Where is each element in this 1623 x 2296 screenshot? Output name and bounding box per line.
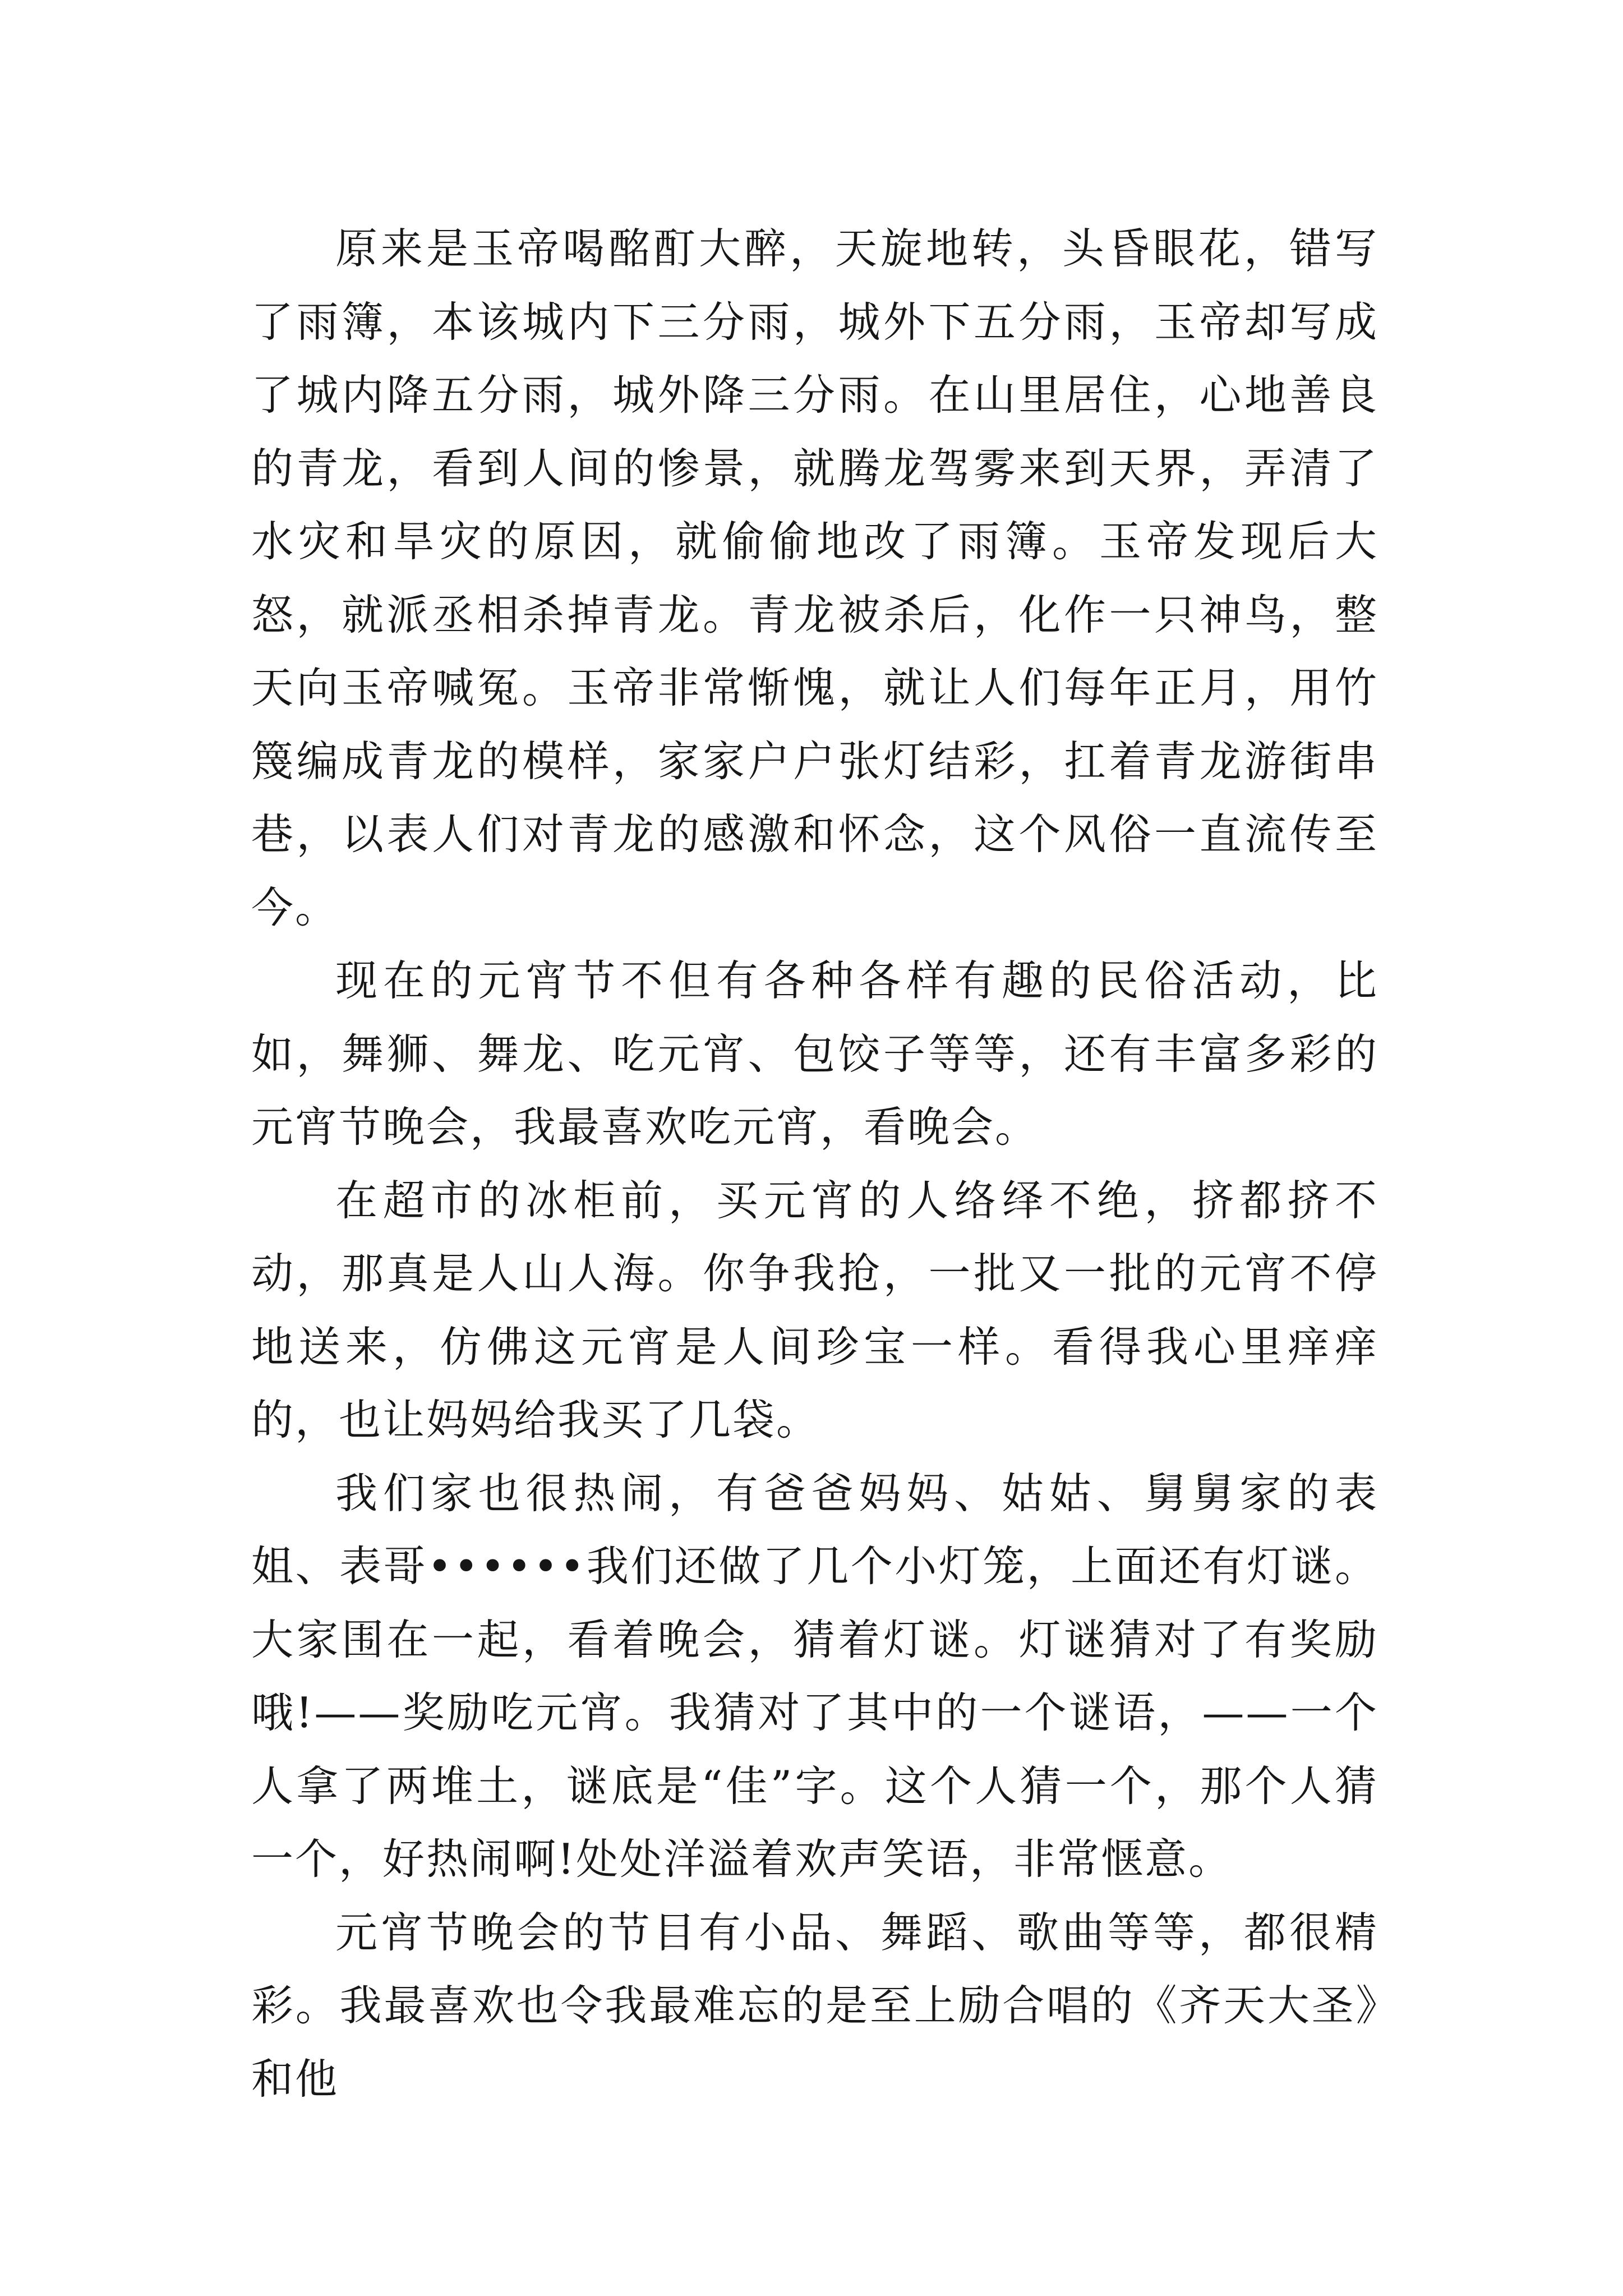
paragraph-festival-activities: 现在的元宵节不但有各种各样有趣的民俗活动，比如，舞狮、舞龙、吃元宵、包饺子等等，还有丰富多彩的元宵节晚会，我最喜欢吃元宵，看晚会。 <box>251 956 1378 1152</box>
document-body <box>251 212 1378 2115</box>
paragraph-supermarket: 在超市的冰柜前，买元宵的人络绎不绝，挤都挤不动，那真是人山人海。你争我抢，一批又一批的元宵不停地送来，仿佛这元宵是人间珍宝一样。看得我心里痒痒的，也让妈妈给我买了几袋。 <box>251 1175 1378 1444</box>
paragraph-legend-of-dragon: 原来是玉帝喝酩酊大醉，天旋地转，头昏眼花，错写了雨簿，本该城内下三分雨，城外下五分雨，玉帝却写成了城内降五分雨，城外降三分雨。在山里居住，心地善良的青龙，看到人间的惨景，就腾龙驾雾来到天界，弄清了水灾和旱灾的原因，就偷偷地改了雨簿。玉帝发现后大怒，就派丞相杀掉青龙。青龙被杀后，化作一只神鸟，整天向玉帝喊冤。玉帝非常惭愧，就让人们每年正月，用竹篾编成青龙的模样，家家户户张灯结彩，扛着青龙游街串巷，以表人们对青龙的感激和怀念，这个风俗一直流传至今。 <box>251 224 1378 932</box>
paragraph-family-riddles: 我们家也很热闹，有爸爸妈妈、姑姑、舅舅家的表姐、表哥••••••我们还做了几个小灯笼，上面还有灯谜。大家围在一起，看着晚会，猜着灯谜。灯谜猜对了有奖励哦!——奖励吃元宵。我猜对了其中的一个谜语，——一个人拿了两堆土，谜底是“佳”字。这个人猜一个，那个人猜一个，好热闹啊!处处洋溢着欢声笑语，非常惬意。 <box>251 1468 1378 1884</box>
paragraph-gala-program: 元宵节晚会的节目有小品、舞蹈、歌曲等等，都很精彩。我最喜欢也令我最难忘的是至上励合唱的《齐天大圣》和他 <box>251 1907 1378 2104</box>
